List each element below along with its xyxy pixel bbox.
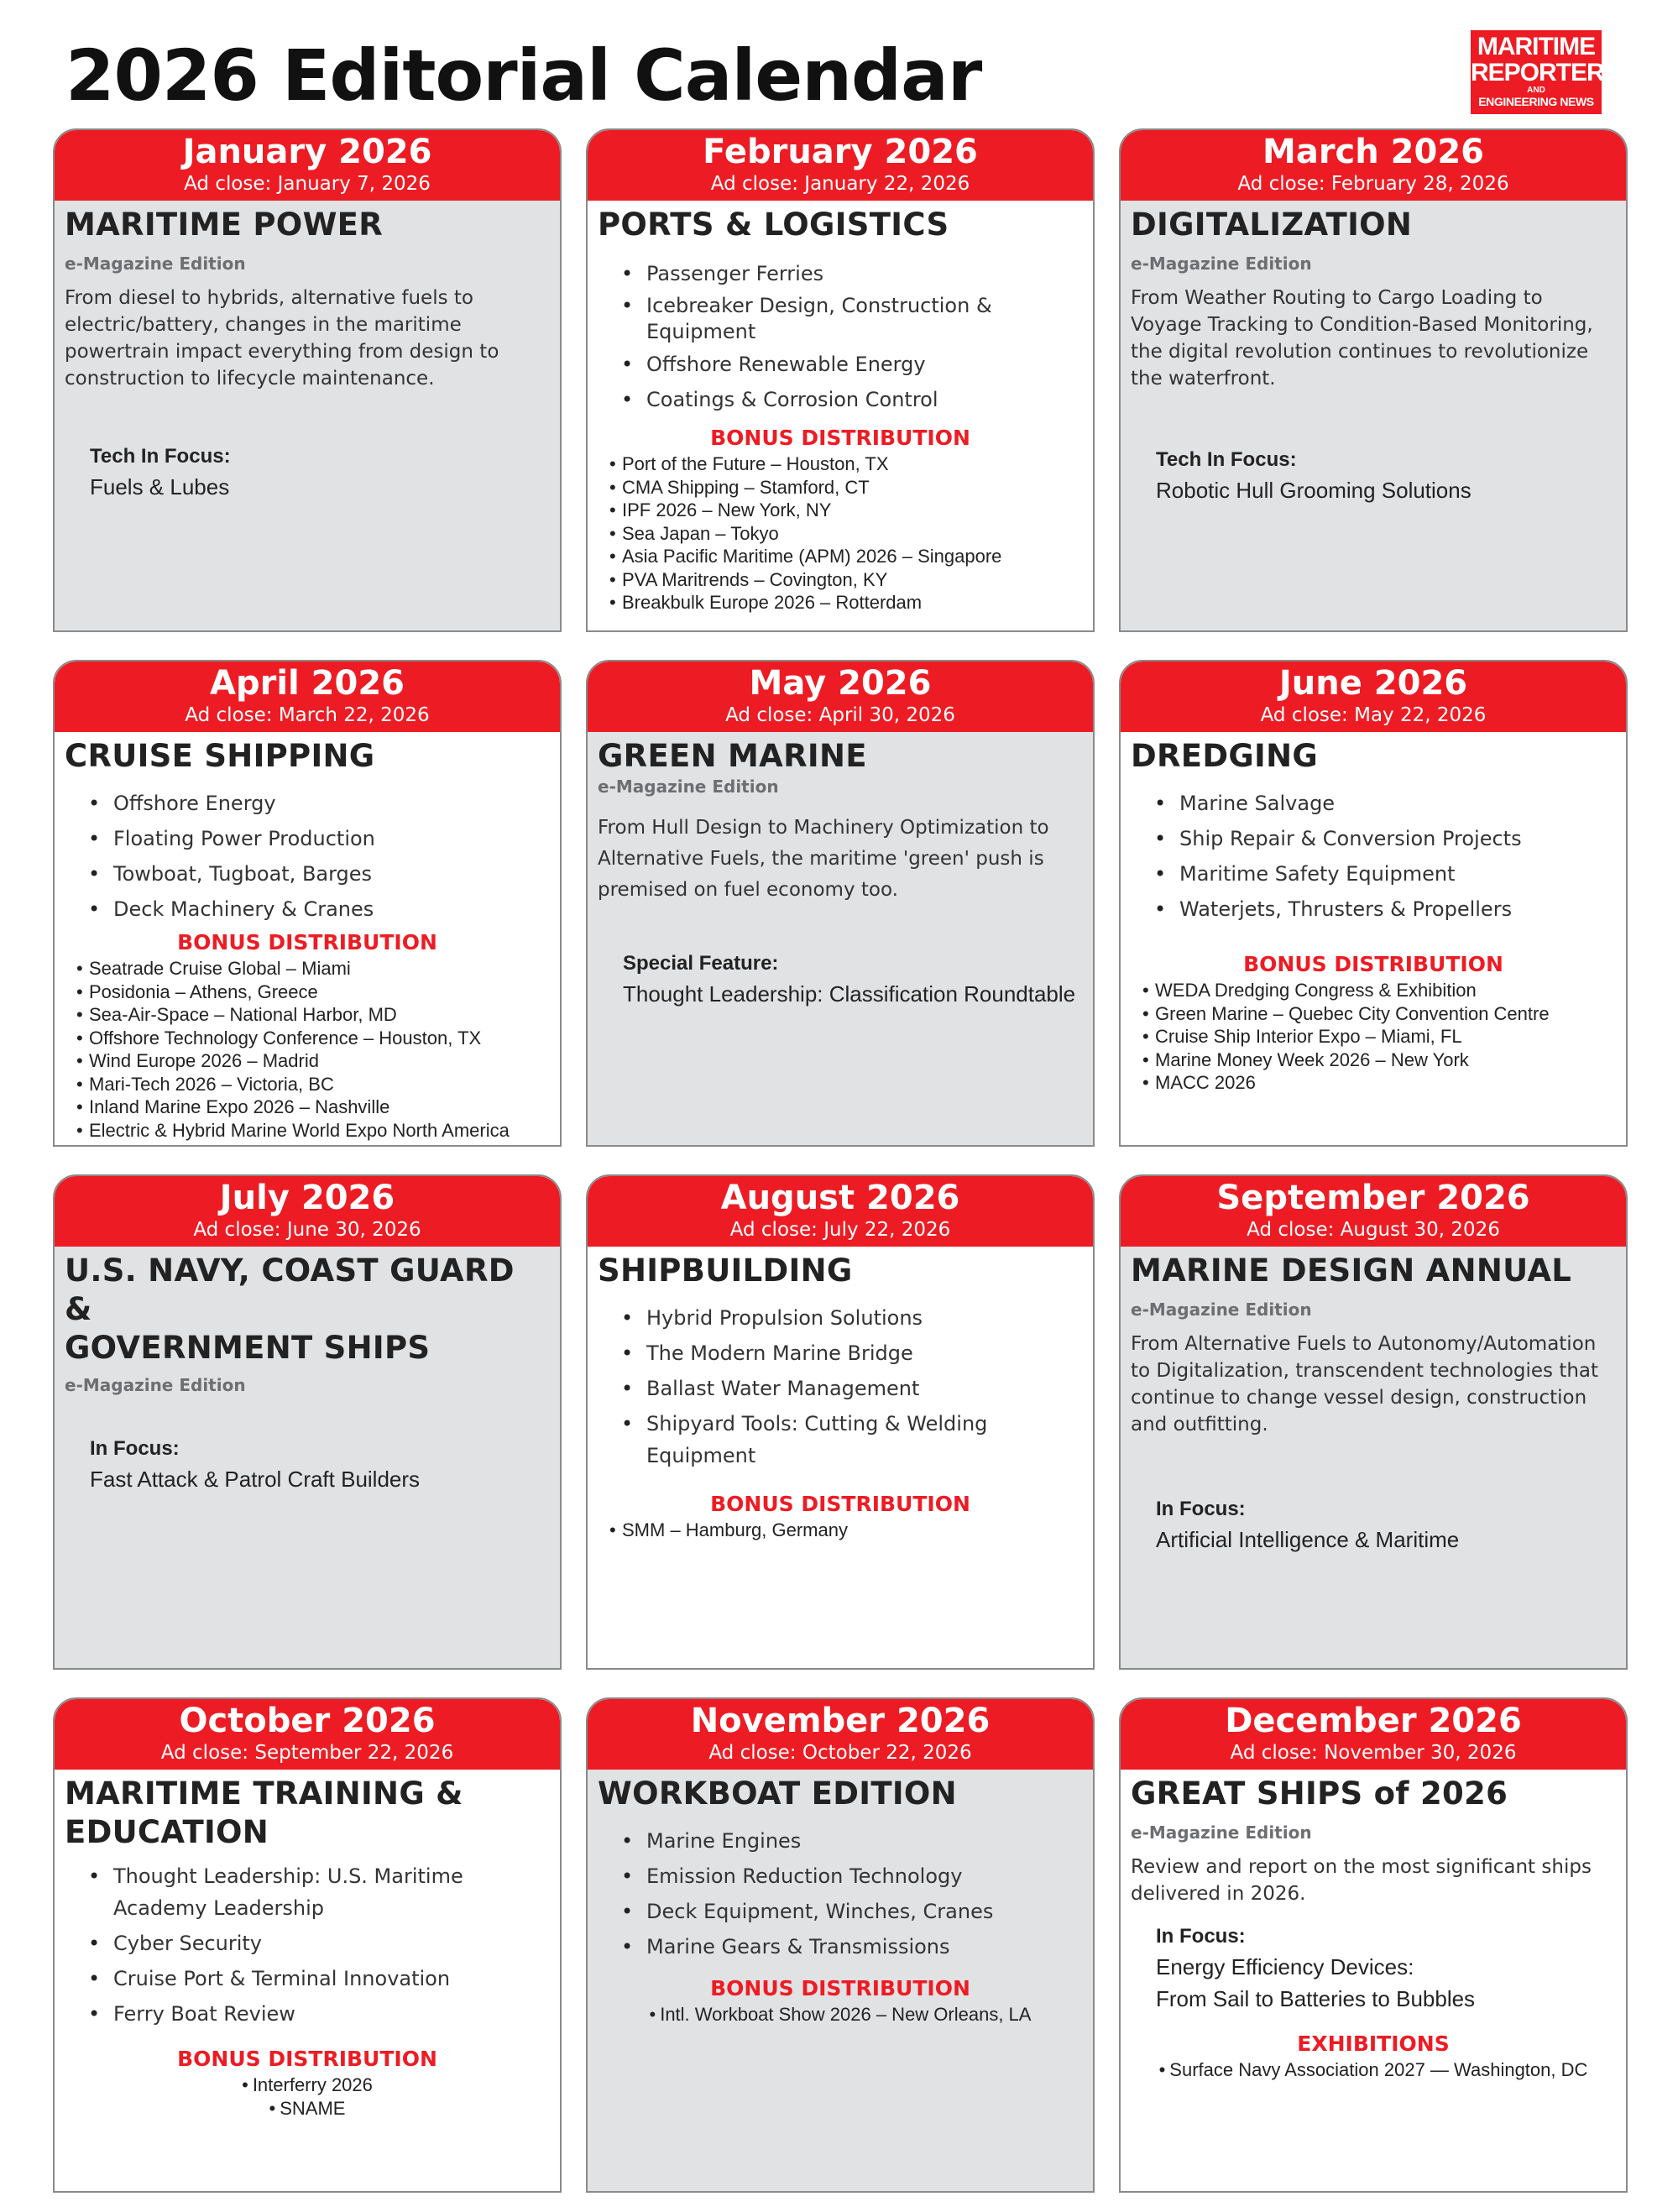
card-body [1121, 1247, 1626, 1556]
topic-item: • Marine Gears & Transmissions [621, 1931, 1083, 1963]
card-header [55, 1699, 560, 1770]
focus-label: Special Feature: [623, 952, 779, 975]
issue-topic: GREEN MARINE [598, 738, 867, 774]
calendar-grid [53, 128, 1628, 2177]
card-header [588, 1699, 1093, 1770]
topic-list [598, 258, 1083, 416]
issue-topic: WORKBOAT EDITION [598, 1775, 957, 1812]
focus-text: Robotic Hull Grooming Solutions [1156, 478, 1472, 503]
topic-item: • Ballast Water Management [621, 1373, 1083, 1404]
ad-close-date: Ad close: January 22, 2026 [710, 173, 970, 195]
topic-item: • Shipyard Tools: Cutting & Welding Equipment [621, 1408, 1083, 1472]
bonus-item: • Intl. Workboat Show 2026 – New Orleans, LA [598, 2003, 1083, 2026]
topic-item: • Ship Repair & Conversion Projects [1154, 823, 1616, 855]
bonus-distribution-heading: BONUS DISTRIBUTION [710, 1492, 970, 1516]
issue-topic: U.S. NAVY, COAST GUARD & [65, 1252, 515, 1327]
ad-close-date: Ad close: August 30, 2026 [1247, 1219, 1500, 1241]
card-body [1121, 1770, 1626, 2082]
card-header [55, 1176, 560, 1247]
bonus-item: • Electric & Hybrid Marine World Expo North America [76, 1119, 550, 1143]
month-title: February 2026 [703, 133, 978, 171]
bonus-distribution-heading: BONUS DISTRIBUTION [1243, 952, 1503, 976]
card-header [1121, 1699, 1626, 1770]
focus-text: Energy Efficiency Devices: [1156, 1954, 1414, 1979]
month-card-june [1119, 660, 1628, 1147]
issue-topic-line-2: GOVERNMENT SHIPS [65, 1330, 431, 1366]
edition-label: e-Magazine Edition [65, 254, 246, 274]
focus-text: Fast Attack & Patrol Craft Builders [90, 1467, 421, 1492]
card-body [1121, 732, 1626, 1095]
issue-description: Review and report on the most significant ships delivered in 2026. [1131, 1856, 1592, 1905]
bonus-list [1131, 979, 1616, 1095]
card-body [55, 201, 560, 503]
issue-description: From diesel to hybrids, alternative fuels to electric/battery, changes in the maritime powertrain impact everything from design to construction to lifecycle maintenance. [65, 287, 499, 390]
month-title: August 2026 [720, 1179, 960, 1217]
ad-close-date: Ad close: November 30, 2026 [1230, 1742, 1517, 1764]
month-title: July 2026 [219, 1179, 395, 1217]
card-header [55, 130, 560, 201]
topic-item: • Icebreaker Design, Construction & Equipment [621, 293, 1083, 345]
topic-list [65, 1860, 550, 2030]
bonus-item: • Port of the Future – Houston, TX [609, 452, 1083, 476]
topic-item: • Cruise Port & Terminal Innovation [88, 1963, 550, 1995]
focus-label: In Focus: [90, 1437, 180, 1460]
bonus-item: • SMM – Hamburg, Germany [609, 1519, 1083, 1542]
focus-section [1131, 1922, 1616, 2015]
bonus-item: • Cruise Ship Interior Expo – Miami, FL [1142, 1025, 1616, 1048]
bonus-distribution-heading: BONUS DISTRIBUTION [710, 426, 970, 450]
bonus-list [598, 452, 1083, 614]
focus-section [1131, 446, 1616, 506]
topic-item: • Cyber Security [88, 1927, 550, 1959]
edition-label: e-Magazine Edition [1131, 1299, 1312, 1320]
card-header [55, 662, 560, 732]
month-card-september [1119, 1174, 1628, 1670]
topic-list [598, 1302, 1083, 1472]
focus-label: Tech In Focus: [90, 445, 231, 468]
page-title: 2026 Editorial Calendar [65, 34, 982, 117]
ad-close-date: Ad close: February 28, 2026 [1237, 173, 1509, 195]
month-card-april [53, 660, 562, 1147]
focus-section [1131, 1495, 1616, 1556]
month-title: May 2026 [749, 664, 932, 703]
topic-item: • Passenger Ferries [621, 258, 1083, 290]
issue-topic-line-2: EDUCATION [65, 1814, 269, 1850]
month-card-july [53, 1174, 562, 1670]
ad-close-date: Ad close: October 22, 2026 [708, 1742, 972, 1764]
card-body [1121, 201, 1626, 506]
focus-text: Artificial Intelligence & Maritime [1156, 1527, 1460, 1552]
topic-item: • Deck Machinery & Cranes [88, 893, 550, 925]
focus-label: Tech In Focus: [1156, 448, 1297, 471]
month-card-august [586, 1174, 1095, 1670]
topic-item: • Hybrid Propulsion Solutions [621, 1302, 1083, 1334]
issue-topic: MARITIME TRAINING & [65, 1775, 463, 1812]
edition-label: e-Magazine Edition [598, 777, 779, 797]
topic-item: • Maritime Safety Equipment [1154, 858, 1616, 890]
topic-item: • Offshore Energy [88, 787, 550, 819]
card-header [1121, 130, 1626, 201]
focus-section [65, 1435, 550, 1495]
focus-section [598, 949, 1083, 1010]
ad-close-date: Ad close: July 22, 2026 [729, 1219, 951, 1241]
ad-close-date: Ad close: May 22, 2026 [1260, 704, 1487, 726]
topic-list [1131, 787, 1616, 925]
topic-list [65, 787, 550, 925]
month-title: March 2026 [1262, 133, 1484, 171]
card-body [588, 1770, 1093, 2026]
bonus-item: • IPF 2026 – New York, NY [609, 499, 1083, 522]
edition-label: e-Magazine Edition [65, 1375, 246, 1395]
card-body [55, 732, 560, 1142]
bonus-distribution-heading: BONUS DISTRIBUTION [177, 930, 437, 954]
topic-item: • Offshore Renewable Energy [621, 348, 1083, 380]
bonus-item: • CMA Shipping – Stamford, CT [609, 476, 1083, 499]
bonus-item: • Mari-Tech 2026 – Victoria, BC [76, 1073, 550, 1096]
maritime-reporter-logo [1471, 30, 1602, 114]
ad-close-date: Ad close: March 22, 2026 [185, 704, 430, 726]
edition-label: e-Magazine Edition [1131, 1822, 1312, 1843]
bonus-distribution-heading: BONUS DISTRIBUTION [177, 2047, 437, 2071]
bonus-item: • Wind Europe 2026 – Madrid [76, 1049, 550, 1073]
issue-description: From Alternative Fuels to Autonomy/Automation to Digitalization, transcendent technologies that continue to change vessel design, construction and outfitting. [1131, 1333, 1599, 1435]
card-header [588, 130, 1093, 201]
exhibitions-list [1131, 2058, 1616, 2082]
month-card-october [53, 1697, 562, 2193]
bonus-item: • WEDA Dredging Congress & Exhibition [1142, 979, 1616, 1002]
month-title: November 2026 [690, 1702, 991, 1740]
month-card-november [586, 1697, 1095, 2193]
issue-topic: DREDGING [1131, 738, 1319, 774]
bonus-item: • Seatrade Cruise Global – Miami [76, 957, 550, 980]
bonus-item: • Posidonia – Athens, Greece [76, 980, 550, 1004]
focus-text: Fuels & Lubes [90, 474, 230, 499]
card-header [588, 662, 1093, 732]
issue-topic: DIGITALIZATION [1131, 207, 1413, 243]
card-body [588, 201, 1093, 614]
month-title: June 2026 [1278, 664, 1468, 703]
bonus-item: • Offshore Technology Conference – Houston, TX [76, 1027, 550, 1050]
bonus-item: • Green Marine – Quebec City Convention Centre [1142, 1002, 1616, 1026]
month-card-december [1119, 1697, 1628, 2193]
topic-item: • Towboat, Tugboat, Barges [88, 858, 550, 890]
issue-topic: MARINE DESIGN ANNUAL [1131, 1252, 1572, 1289]
logo-line-maritime: MARITIME [1477, 33, 1596, 60]
focus-text: Thought Leadership: Classification Roundtable [623, 981, 1076, 1007]
exhibitions-heading: EXHIBITIONS [1297, 2032, 1450, 2056]
bonus-item: • PVA Maritrends – Covington, KY [609, 568, 1083, 592]
bonus-list [65, 957, 550, 1142]
issue-topic: CRUISE SHIPPING [65, 738, 375, 774]
card-body [588, 1247, 1093, 1542]
month-title: January 2026 [182, 133, 432, 171]
card-header [1121, 1176, 1626, 1247]
topic-item: • Marine Salvage [1154, 787, 1616, 819]
topic-item: • Ferry Boat Review [88, 1998, 550, 2030]
bonus-item: • Asia Pacific Maritime (APM) 2026 – Singapore [609, 545, 1083, 568]
issue-topic: PORTS & LOGISTICS [598, 207, 949, 243]
issue-topic: SHIPBUILDING [598, 1252, 853, 1289]
month-card-march [1119, 128, 1628, 632]
month-card-february [586, 128, 1095, 632]
focus-label: In Focus: [1156, 1498, 1246, 1520]
ad-close-date: Ad close: January 7, 2026 [184, 173, 431, 195]
logo-line-reporter: REPORTER [1471, 59, 1604, 86]
topic-item: • Marine Engines [621, 1825, 1083, 1857]
topic-item: • Thought Leadership: U.S. Maritime Academy Leadership [88, 1860, 550, 1924]
bonus-item: • SNAME [65, 2097, 550, 2120]
focus-section [65, 442, 550, 503]
topic-item: • Coatings & Corrosion Control [621, 384, 1083, 416]
ad-close-date: Ad close: April 30, 2026 [725, 704, 955, 726]
topic-item: • Deck Equipment, Winches, Cranes [621, 1896, 1083, 1927]
card-header [1121, 662, 1626, 732]
month-title: September 2026 [1216, 1179, 1530, 1217]
topic-item: • Waterjets, Thrusters & Propellers [1154, 893, 1616, 925]
bonus-item: • Interferry 2026 [65, 2073, 550, 2097]
month-card-may [586, 660, 1095, 1147]
month-title: April 2026 [210, 664, 405, 703]
logo-line-and: AND [1527, 86, 1545, 95]
card-header [588, 1176, 1093, 1247]
edition-label: e-Magazine Edition [1131, 254, 1312, 274]
focus-label: In Focus: [1156, 1925, 1246, 1948]
focus-text-line-2: From Sail to Batteries to Bubbles [1156, 1986, 1476, 2011]
bonus-item: • Inland Marine Expo 2026 – Nashville [76, 1096, 550, 1119]
ad-close-date: Ad close: September 22, 2026 [160, 1742, 454, 1764]
bonus-list [598, 1519, 1083, 1542]
exhibition-item: • Surface Navy Association 2027 — Washington, DC [1131, 2058, 1616, 2082]
topic-list [598, 1825, 1083, 1963]
issue-topic: MARITIME POWER [65, 207, 384, 243]
topic-item: • The Modern Marine Bridge [621, 1337, 1083, 1369]
bonus-list [65, 2073, 550, 2120]
bonus-list [598, 2003, 1083, 2026]
bonus-item: • Breakbulk Europe 2026 – Rotterdam [609, 591, 1083, 614]
issue-topic: GREAT SHIPS of 2026 [1131, 1775, 1508, 1812]
bonus-item: • Sea-Air-Space – National Harbor, MD [76, 1003, 550, 1027]
issue-description: From Weather Routing to Cargo Loading to Voyage Tracking to Condition-Based Monitoring, the digital revolution continues to revolutionize the waterfront. [1131, 287, 1593, 390]
ad-close-date: Ad close: June 30, 2026 [193, 1219, 421, 1241]
month-title: October 2026 [179, 1702, 436, 1740]
logo-line-engineering-news: ENGINEERING NEWS [1478, 95, 1594, 108]
card-body [55, 1247, 560, 1495]
card-body [588, 732, 1093, 1010]
issue-description: From Hull Design to Machinery Optimization to Alternative Fuels, the maritime 'green' push is premised on fuel economy too. [598, 817, 1049, 901]
topic-item: • Emission Reduction Technology [621, 1860, 1083, 1892]
month-title: December 2026 [1225, 1702, 1522, 1740]
topic-item: • Floating Power Production [88, 823, 550, 855]
bonus-item: • MACC 2026 [1142, 1071, 1616, 1095]
bonus-distribution-heading: BONUS DISTRIBUTION [710, 1976, 970, 2000]
bonus-item: • Marine Money Week 2026 – New York [1142, 1048, 1616, 1072]
card-body [55, 1770, 560, 2120]
month-card-january [53, 128, 562, 632]
bonus-item: • Sea Japan – Tokyo [609, 522, 1083, 546]
